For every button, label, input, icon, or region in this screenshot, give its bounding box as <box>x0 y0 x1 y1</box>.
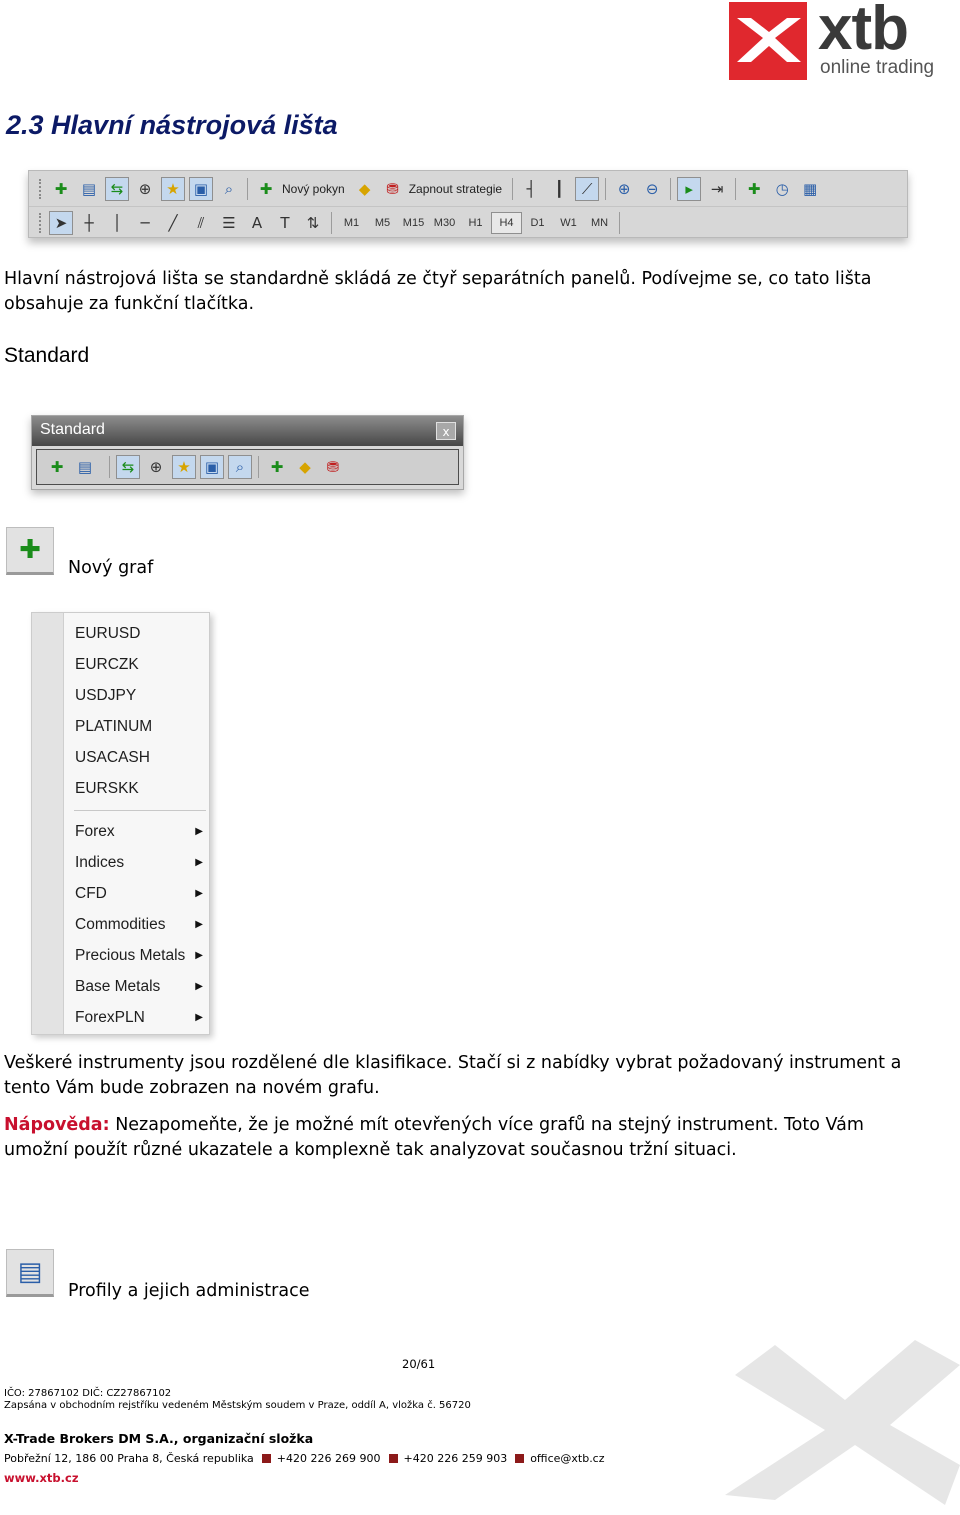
xtb-logo-mark <box>729 2 807 80</box>
menu-item-forexpln[interactable] <box>75 1002 205 1033</box>
footer-address: Pobřežní 12, 186 00 Praha 8, Česká republika <box>4 1452 254 1465</box>
market-watch-icon[interactable]: ⇆ <box>116 455 140 479</box>
menu-item-label: Base Metals <box>75 978 161 995</box>
timeframe-h4[interactable]: H4 <box>491 212 522 234</box>
timeframe-d1[interactable]: D1 <box>530 216 545 229</box>
toolbar-separator <box>512 178 513 200</box>
toolbar-separator <box>605 178 606 200</box>
tester-icon[interactable]: ⌕ <box>224 180 234 198</box>
tip-line-1 <box>4 1113 864 1138</box>
tester-icon[interactable]: ⌕ <box>228 455 252 479</box>
footer-company: X-Trade Brokers DM S.A., organizační složka <box>4 1431 314 1446</box>
profiles-label: Profily a jejich administrace <box>68 1281 310 1301</box>
new-chart-icon[interactable]: ✚ <box>50 458 64 476</box>
timeframe-h1[interactable]: H1 <box>468 216 483 229</box>
toolbar-separator <box>247 178 248 200</box>
zoom-out-icon[interactable]: ⊖ <box>645 180 659 198</box>
timeframe-w1[interactable]: W1 <box>560 216 577 229</box>
menu-item-label: Precious Metals <box>75 947 186 964</box>
market-watch-icon[interactable]: ⇆ <box>105 177 129 201</box>
toolbar-grip <box>39 179 43 199</box>
timeframe-m30[interactable]: M30 <box>433 216 456 229</box>
vertical-line-icon[interactable]: │ <box>112 213 122 232</box>
favorites-icon[interactable]: ★ <box>172 455 196 479</box>
text-icon[interactable]: A <box>251 213 263 232</box>
toolbar-separator <box>331 212 332 234</box>
standard-subheading: Standard <box>4 344 90 367</box>
xtb-watermark-icon <box>715 1335 960 1515</box>
submenu-arrow-icon: ▶ <box>195 919 203 930</box>
panel-close-button[interactable]: x <box>436 422 456 440</box>
crosshair-icon[interactable]: ⊕ <box>138 180 152 198</box>
menu-item-indices[interactable] <box>75 847 205 878</box>
strategies-label[interactable]: Zapnout strategie <box>408 182 503 196</box>
submenu-arrow-icon: ▶ <box>195 1012 203 1023</box>
auto-scroll-icon[interactable]: ▸ <box>677 177 701 201</box>
cursor-icon[interactable]: ➤ <box>49 211 73 235</box>
chart-shift-icon[interactable]: ⇥ <box>710 180 724 198</box>
tip-label: Nápověda: <box>4 1115 110 1135</box>
page-number: 20/61 <box>402 1357 436 1371</box>
bar-chart-icon[interactable]: ┤ <box>526 180 536 198</box>
toolbar-separator <box>670 178 671 200</box>
submenu-arrow-icon: ▶ <box>195 857 203 868</box>
classification-line-2: tento Vám bude zobrazen na novém grafu. <box>4 1078 380 1098</box>
zoom-in-icon[interactable]: ⊕ <box>617 180 631 198</box>
logo-tagline: online trading <box>820 57 935 78</box>
new-order-icon[interactable]: ✚ <box>259 180 273 198</box>
bullet-square-icon <box>389 1454 398 1463</box>
line-chart-icon[interactable]: ⟋ <box>575 177 599 201</box>
xtb-x-mark-icon <box>729 2 807 80</box>
toolbar-separator <box>258 456 259 478</box>
crosshair-icon[interactable]: ⊕ <box>149 458 163 476</box>
submenu-arrow-icon: ▶ <box>195 950 203 961</box>
new-chart-icon[interactable]: ✚ <box>54 180 68 198</box>
submenu-arrow-icon: ▶ <box>195 826 203 837</box>
strategy-icon[interactable]: ⛃ <box>326 458 340 476</box>
favorites-icon[interactable]: ★ <box>161 177 185 201</box>
trendline-icon[interactable]: ╱ <box>168 213 178 232</box>
timeframe-m5[interactable]: M5 <box>374 216 391 229</box>
footer-ids: IČO: 27867102 DIČ: CZ27867102 <box>4 1388 172 1399</box>
menu-item-eurczk[interactable]: EURCZK <box>75 656 139 673</box>
terminal-icon[interactable]: ▣ <box>189 177 213 201</box>
toolbar-separator <box>735 178 736 200</box>
timeframe-mn[interactable]: MN <box>590 216 609 229</box>
text-label-icon[interactable]: T <box>280 213 290 232</box>
menu-item-commodities[interactable] <box>75 909 205 940</box>
periods-icon[interactable]: ◷ <box>775 180 789 198</box>
new-order-label[interactable]: Nový pokyn <box>282 182 345 196</box>
menu-item-label: Forex <box>75 823 115 840</box>
submenu-arrow-icon: ▶ <box>195 981 203 992</box>
footer-website-link[interactable]: www.xtb.cz <box>4 1471 79 1485</box>
menu-item-label: CFD <box>75 885 107 902</box>
menu-item-label: ForexPLN <box>75 1009 145 1026</box>
toolbar-separator <box>109 456 110 478</box>
main-toolbar-row-1 <box>29 173 907 205</box>
menu-item-eurusd[interactable]: EURUSD <box>75 625 141 642</box>
indicators-icon[interactable]: ✚ <box>747 180 761 198</box>
bullet-square-icon <box>515 1454 524 1463</box>
standard-toolbar <box>36 449 459 485</box>
fibonacci-icon[interactable]: ☰ <box>222 213 236 232</box>
classification-line-1: Veškeré instrumenty jsou rozdělené dle klasifikace. Stačí si z nabídky vybrat požadovaný instrument a <box>4 1053 902 1073</box>
main-toolbar-row-2 <box>29 206 907 238</box>
panel-title: Standard <box>40 421 105 438</box>
terminal-icon[interactable]: ▣ <box>200 455 224 479</box>
warning-icon[interactable]: ◆ <box>358 180 371 198</box>
intro-line-2: obsahuje za funkční tlačítka. <box>4 294 255 314</box>
menu-item-forex[interactable] <box>75 816 205 847</box>
profiles-icon[interactable]: ▤ <box>77 458 93 476</box>
toolbar-grip <box>39 213 43 233</box>
new-chart-button-icon[interactable]: ✚ <box>6 527 54 575</box>
footer-phone-2: +420 226 259 903 <box>403 1452 508 1465</box>
profiles-icon[interactable]: ▤ <box>81 180 97 198</box>
menu-item-cfd[interactable] <box>75 878 205 909</box>
new-order-icon[interactable]: ✚ <box>270 458 284 476</box>
profiles-button-icon[interactable]: ▤ <box>6 1249 54 1297</box>
new-chart-label: Nový graf <box>68 558 154 578</box>
instrument-menu <box>31 612 210 1035</box>
menu-item-label: Commodities <box>75 916 166 933</box>
strategy-icon[interactable]: ⛃ <box>386 180 399 198</box>
tip-line-2: umožní použít různé ukazatele a komplexně tak analyzovat současnou tržní situaci. <box>4 1140 737 1160</box>
panel-title-bar[interactable] <box>32 416 463 446</box>
arrows-icon[interactable]: ⇅ <box>306 213 320 232</box>
menu-item-platinum[interactable]: PLATINUM <box>75 718 153 735</box>
tip-text-1: Nezapomeňte, že je možné mít otevřených více grafů na stejný instrument. Toto Vám <box>109 1115 864 1135</box>
menu-item-base-metals[interactable] <box>75 971 205 1002</box>
menu-item-usdjpy[interactable]: USDJPY <box>75 687 137 704</box>
timeframe-m15[interactable]: M15 <box>402 216 425 229</box>
footer-phone-1: +420 226 269 900 <box>276 1452 381 1465</box>
warning-icon[interactable]: ◆ <box>299 458 311 476</box>
menu-gutter <box>32 613 64 1034</box>
templates-icon[interactable]: ▦ <box>803 180 818 198</box>
menu-item-eurskk[interactable]: EURSKK <box>75 780 139 797</box>
horizontal-line-icon[interactable]: ─ <box>140 213 150 232</box>
standard-toolbar-panel <box>31 415 464 490</box>
main-toolbar <box>28 170 908 238</box>
menu-separator <box>74 810 206 811</box>
timeframe-m1[interactable]: M1 <box>343 216 360 229</box>
crosshair-tool-icon[interactable]: ┼ <box>84 213 94 232</box>
footer-contact <box>4 1452 605 1465</box>
footer-registry: Zapsána v obchodním rejstříku vedeném Městským soudem v Praze, oddíl A, vložka č. 56720 <box>4 1400 471 1411</box>
bullet-square-icon <box>262 1454 271 1463</box>
footer-email[interactable]: office@xtb.cz <box>530 1452 605 1465</box>
logo-wordmark: xtb <box>818 0 908 63</box>
menu-item-precious-metals[interactable] <box>75 940 205 971</box>
intro-line-1: Hlavní nástrojová lišta se standardně skládá ze čtyř separátních panelů. Podívejme se, co tato lišta <box>4 269 872 289</box>
section-heading: 2.3 Hlavní nástrojová lišta <box>6 110 338 140</box>
menu-item-usacash[interactable]: USACASH <box>75 749 150 766</box>
equidistant-channel-icon[interactable]: ⫽ <box>197 213 205 232</box>
menu-item-label: Indices <box>75 854 125 871</box>
submenu-arrow-icon: ▶ <box>195 888 203 899</box>
toolbar-separator <box>619 212 620 234</box>
candle-chart-icon[interactable]: ┃ <box>554 180 564 198</box>
